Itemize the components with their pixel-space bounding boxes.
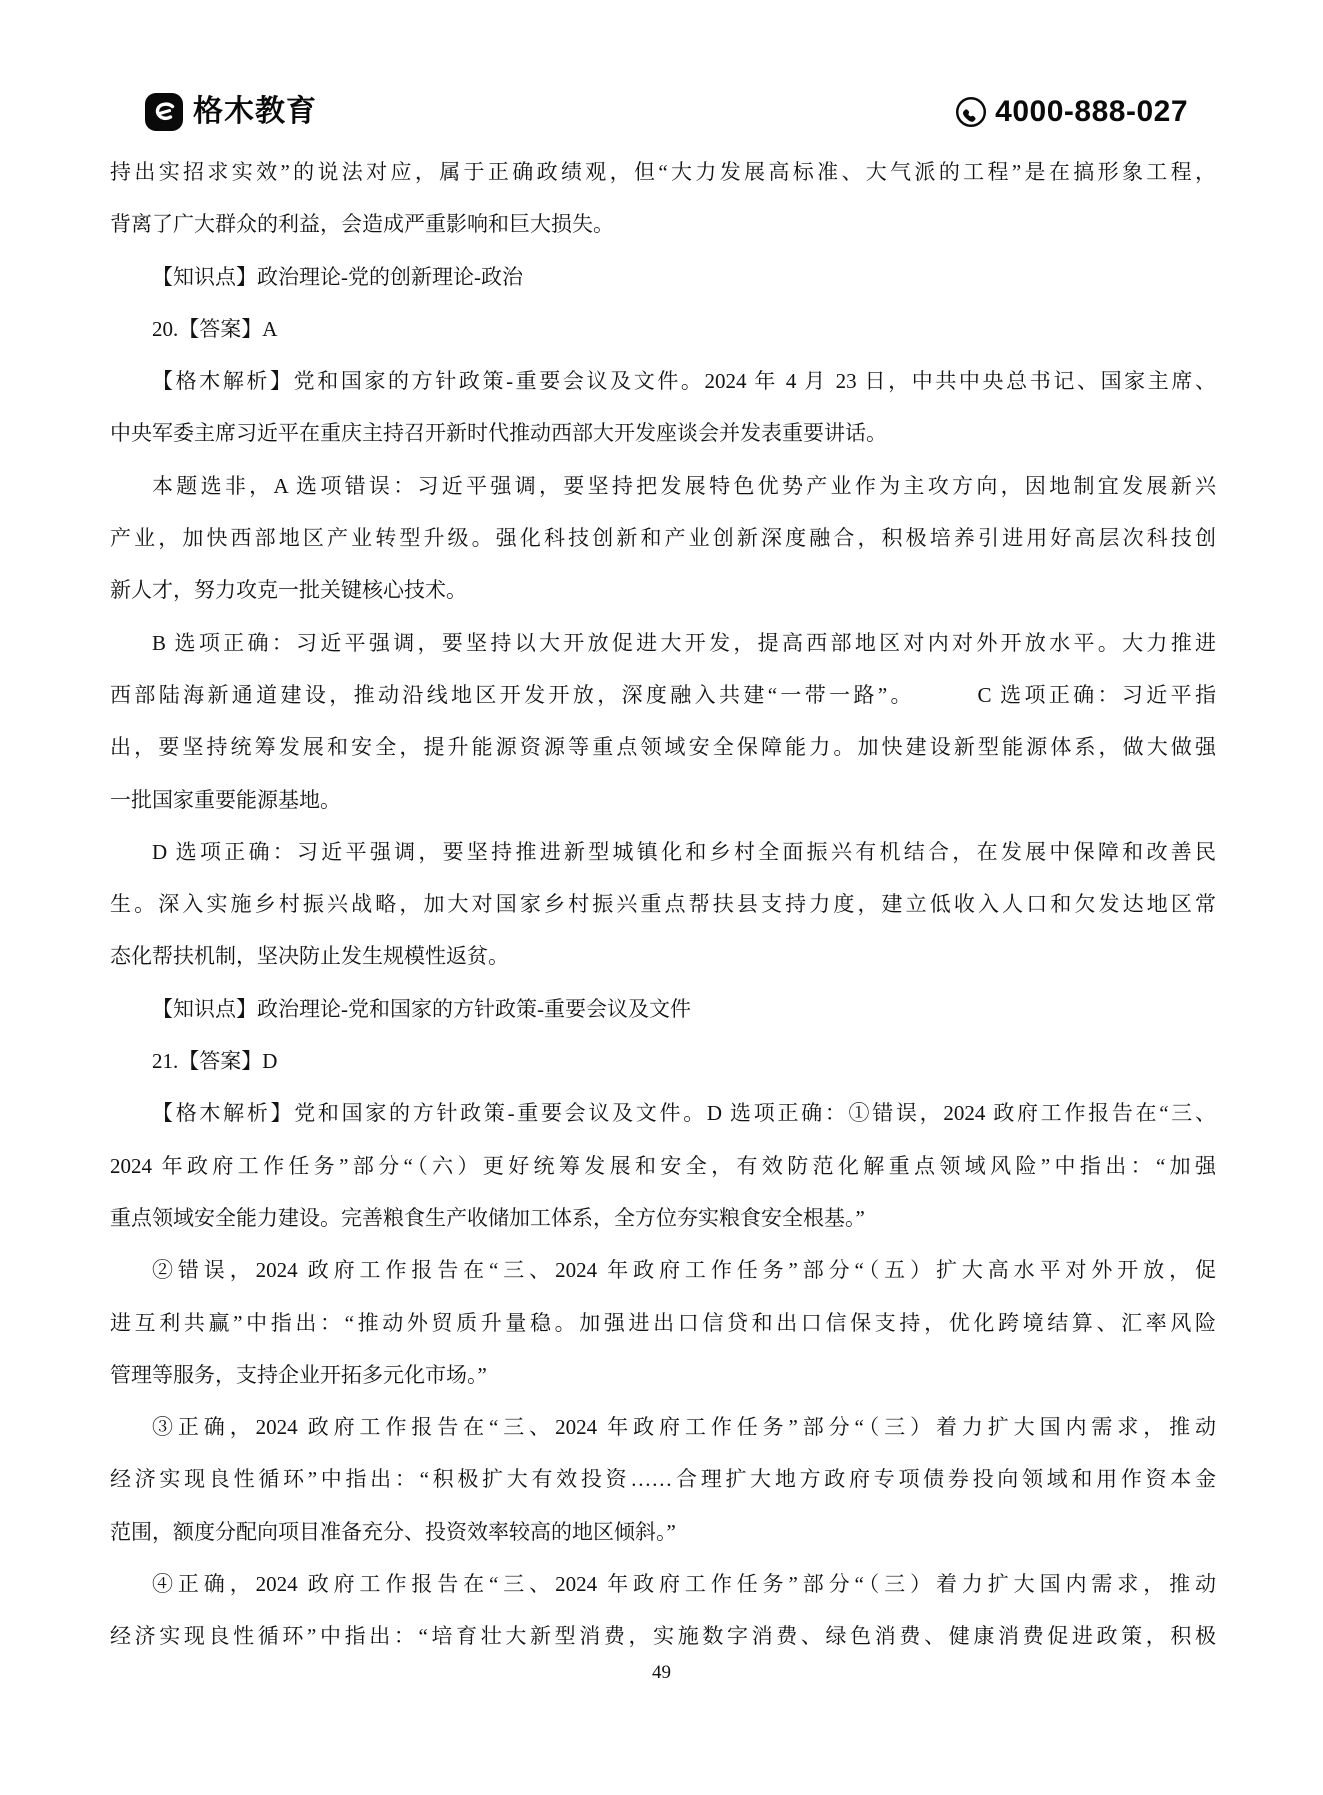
phone-number: 4000-888-027 bbox=[995, 95, 1188, 128]
text-line: 20.【答案】A bbox=[152, 316, 278, 341]
phone-icon bbox=[954, 95, 988, 129]
document-lines bbox=[110, 146, 1216, 1663]
brand-name: 格木教育 bbox=[193, 95, 317, 128]
text-line: 生。深入实施乡村振兴战略，加大对国家乡村振兴重点帮扶县支持力度，建立低收入人口和欠发达地区常 bbox=[110, 892, 1216, 917]
text-line: B 选项正确：习近平强调，要坚持以大开放促进大开发，提高西部地区对内对外开放水平。大力推进 bbox=[152, 630, 1216, 655]
text-line: 范围，额度分配向项目准备充分、投资效率较高的地区倾斜。” bbox=[110, 1519, 676, 1544]
text-line: 21.【答案】D bbox=[152, 1049, 278, 1074]
text-line: 态化帮扶机制，坚决防止发生规模性返贫。 bbox=[110, 944, 509, 969]
text-line: 【知识点】政治理论-党和国家的方针政策-重要会议及文件 bbox=[152, 996, 691, 1021]
text-line: 持出实招求实效”的说法对应，属于正确政绩观，但“大力发展高标准、大气派的工程”是在搞形象工程， bbox=[110, 160, 1216, 184]
text-line: 本题选非，A 选项错误：习近平强调，要坚持把发展特色优势产业作为主攻方向，因地制宜发展新兴 bbox=[152, 473, 1216, 498]
text-line: ④正确，2024 政府工作报告在“三、2024 年政府工作任务”部分“（三）着力扩大国内需求，推动 bbox=[152, 1572, 1216, 1597]
text-line: 进互利共赢”中指出：“推动外贸质升量稳。加强进出口信贷和出口信保支持，优化跨境结算、汇率风险 bbox=[110, 1310, 1216, 1335]
text-line: 重点领域安全能力建设。完善粮食生产收储加工体系，全方位夯实粮食安全根基。” bbox=[110, 1205, 865, 1230]
text-line: 中央军委主席习近平在重庆主持召开新时代推动西部大开发座谈会并发表重要讲话。 bbox=[110, 421, 887, 446]
gemu-logo-icon bbox=[144, 92, 184, 132]
text-line: 一批国家重要能源基地。 bbox=[110, 787, 341, 812]
brand bbox=[144, 92, 317, 132]
text-line: D 选项正确：习近平强调，要坚持推进新型城镇化和乡村全面振兴有机结合，在发展中保障和改善民 bbox=[152, 839, 1216, 864]
text-line: 新人才，努力攻克一批关键核心技术。 bbox=[110, 578, 467, 603]
page-number: 49 bbox=[652, 1662, 671, 1683]
page-header bbox=[110, 88, 1216, 144]
text-line: 2024 年政府工作任务”部分“（六）更好统筹发展和安全，有效防范化解重点领域风险”中指出：“加强 bbox=[110, 1153, 1216, 1178]
phone-block bbox=[954, 94, 1188, 130]
text-line: 产业，加快西部地区产业转型升级。强化科技创新和产业创新深度融合，积极培养引进用好高层次科技创 bbox=[110, 526, 1216, 551]
text-line: ②错误，2024 政府工作报告在“三、2024 年政府工作任务”部分“（五）扩大高水平对外开放，促 bbox=[152, 1258, 1216, 1283]
text-line: 【格木解析】党和国家的方针政策-重要会议及文件。2024 年 4 月 23 日，中共中央总书记、国家主席、 bbox=[152, 369, 1216, 394]
text-line: 【知识点】政治理论-党的创新理论-政治 bbox=[152, 264, 523, 289]
text-line: 经济实现良性循环”中指出：“培育壮大新型消费，实施数字消费、绿色消费、健康消费促进政策，积极 bbox=[110, 1624, 1216, 1649]
text-line: 管理等服务，支持企业开拓多元化市场。” bbox=[110, 1362, 487, 1387]
text-line: ③正确，2024 政府工作报告在“三、2024 年政府工作任务”部分“（三）着力扩大国内需求，推动 bbox=[152, 1415, 1216, 1440]
text-line: 西部陆海新通道建设，推动沿线地区开发开放，深度融入共建“一带一路”。 C 选项正确：习近平指 bbox=[110, 682, 1216, 707]
text-line: 背离了广大群众的利益，会造成严重影响和巨大损失。 bbox=[110, 212, 614, 237]
text-line: 出，要坚持统筹发展和安全，提升能源资源等重点领域安全保障能力。加快建设新型能源体系，做大做强 bbox=[110, 735, 1216, 760]
text-line: 【格木解析】党和国家的方针政策-重要会议及文件。D 选项正确：①错误，2024 政府工作报告在“三、 bbox=[152, 1101, 1216, 1126]
text-line: 经济实现良性循环”中指出：“积极扩大有效投资……合理扩大地方政府专项债券投向领域和用作资本金 bbox=[110, 1467, 1216, 1492]
